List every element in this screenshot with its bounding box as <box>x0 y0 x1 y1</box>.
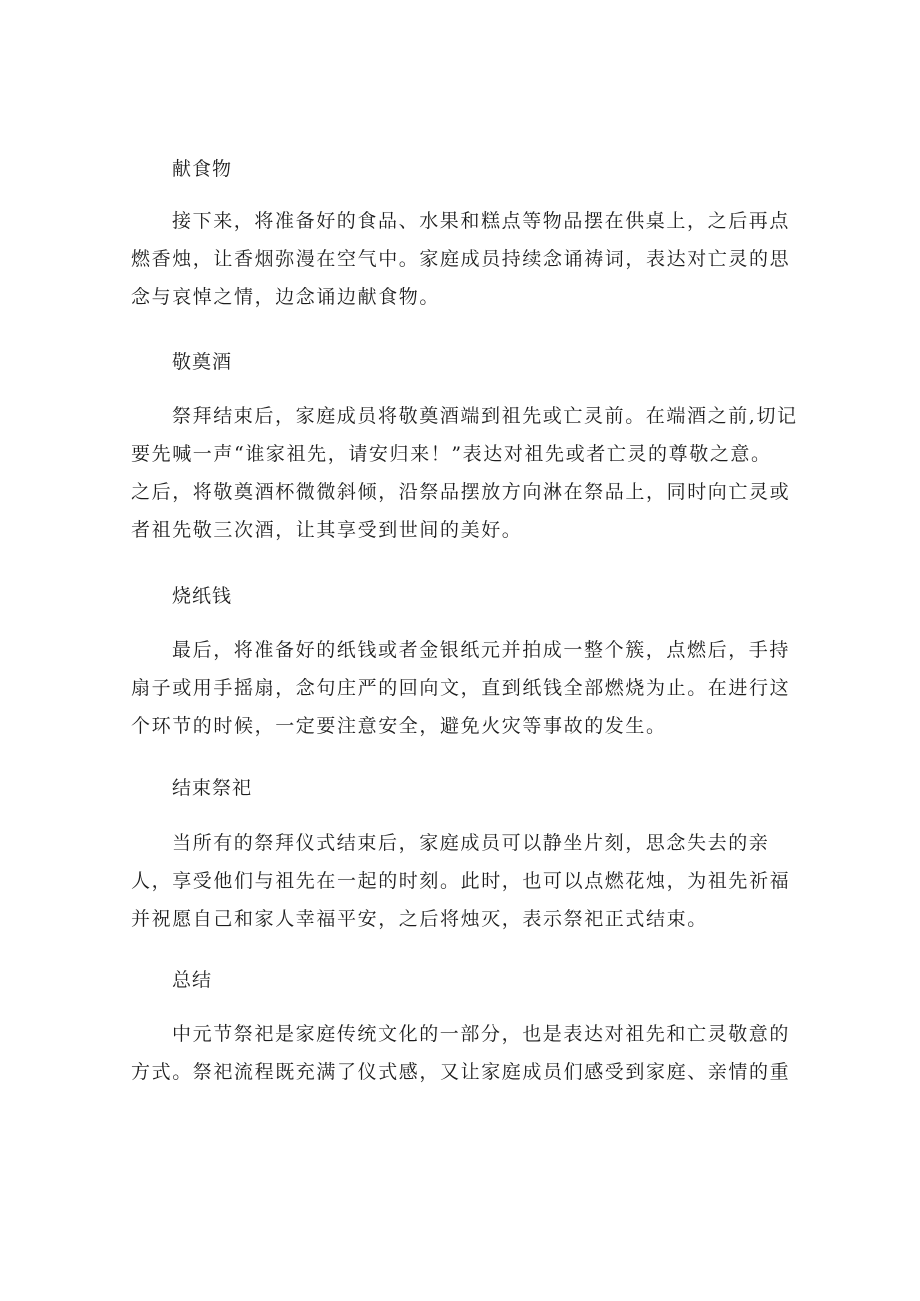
paragraph-line: 人，享受他们与祖先在一起的时刻。此时，也可以点燃花烛，为祖先祈福 <box>131 870 791 892</box>
paragraph-line: 之后，将敬奠酒杯微微斜倾，沿祭品摆放方向淋在祭品上，同时向亡灵或 <box>131 481 791 503</box>
section-paragraph-offer-wine <box>131 397 798 549</box>
section-heading-end-ritual: 结束祭祀 <box>172 777 253 799</box>
section-paragraph-offer-food <box>131 202 791 316</box>
paragraph-line: 祭拜结束后，家庭成员将敬奠酒端到祖先或亡灵前。在端酒之前,切记 <box>172 405 798 427</box>
section-paragraph-burn-paper-money <box>131 631 791 745</box>
paragraph-line: 个环节的时候，一定要注意安全，避免火灾等事故的发生。 <box>131 715 667 737</box>
paragraph-line: 最后，将准备好的纸钱或者金银纸元并拍成一整个簇，点燃后，手持 <box>172 639 791 661</box>
paragraph-line: 接下来，将准备好的食品、水果和糕点等物品摆在供桌上，之后再点 <box>172 210 791 232</box>
paragraph-line: 中元节祭祀是家庭传统文化的一部分，也是表达对祖先和亡灵敬意的 <box>172 1023 791 1045</box>
paragraph-line: 者祖先敬三次酒，让其享受到世间的美好。 <box>131 519 523 541</box>
paragraph-line: 念与哀悼之情，边念诵边献食物。 <box>131 286 441 308</box>
paragraph-line: 并祝愿自己和家人幸福平安，之后将烛灭，表示祭祀正式结束。 <box>131 908 708 930</box>
section-paragraph-summary <box>131 1015 791 1091</box>
paragraph-line: 扇子或用手摇扇，念句庄严的回向文，直到纸钱全部燃烧为止。在进行这 <box>131 677 791 699</box>
section-paragraph-end-ritual <box>131 824 791 938</box>
section-heading-burn-paper-money: 烧纸钱 <box>172 585 233 607</box>
paragraph-line: 要先喊一声“谁家祖先，请安归来！”表达对祖先或者亡灵的尊敬之意。 <box>131 443 772 465</box>
paragraph-line: 燃香烛，让香烟弥漫在空气中。家庭成员持续念诵祷词，表达对亡灵的思 <box>131 248 791 270</box>
section-heading-summary: 总结 <box>172 969 213 991</box>
section-heading-offer-food: 献食物 <box>172 158 233 180</box>
paragraph-line: 方式。祭祀流程既充满了仪式感，又让家庭成员们感受到家庭、亲情的重 <box>131 1061 791 1083</box>
section-heading-offer-wine: 敬奠酒 <box>172 351 233 373</box>
paragraph-line: 当所有的祭拜仪式结束后，家庭成员可以静坐片刻，思念失去的亲 <box>172 832 770 854</box>
